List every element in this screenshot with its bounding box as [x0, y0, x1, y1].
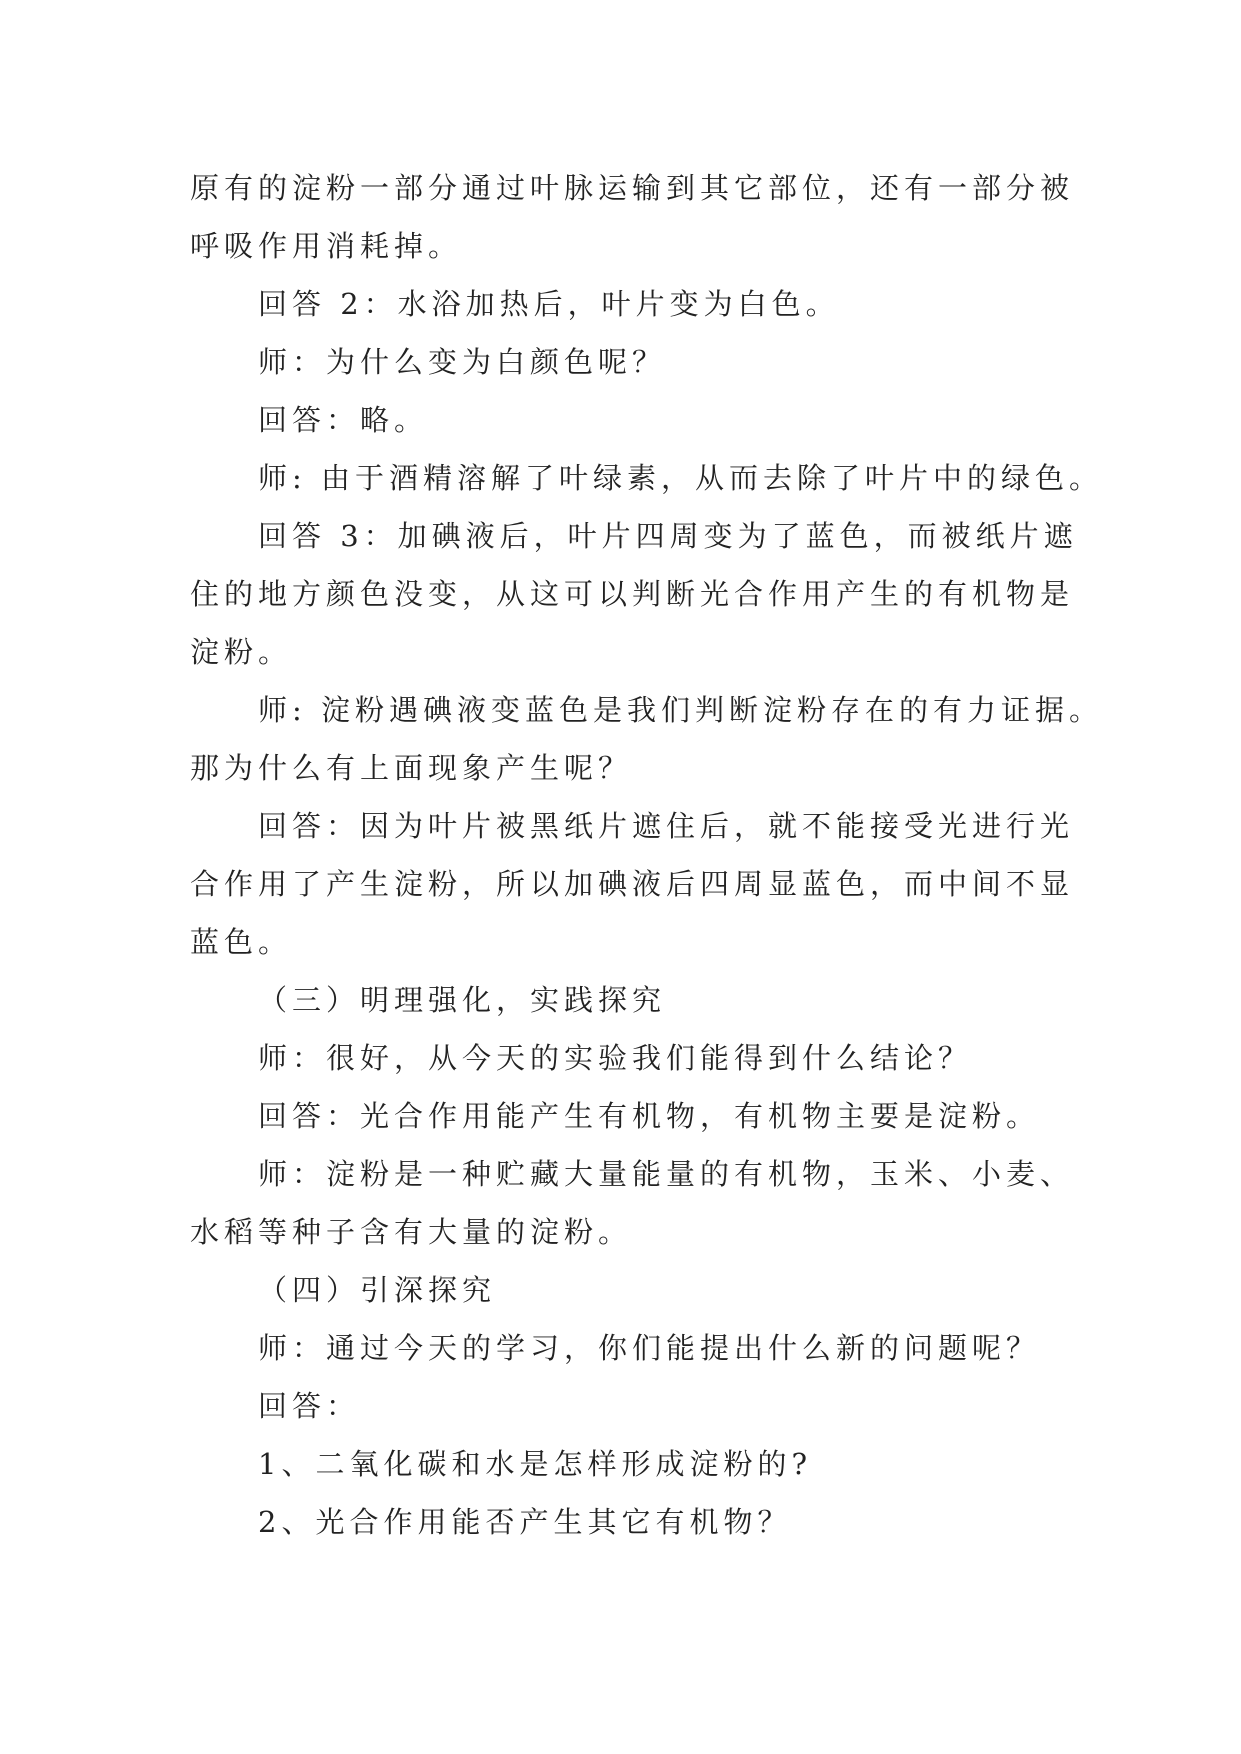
text-line: 回答 2：水浴加热后，叶片变为白色。 [258, 287, 840, 321]
text-line: 水稻等种子含有大量的淀粉。 [190, 1215, 633, 1249]
text-line: 回答：光合作用能产生有机物，有机物主要是淀粉。 [258, 1099, 1041, 1133]
text-line: 原有的淀粉一部分通过叶脉运输到其它部位，还有一部分被 [190, 171, 1075, 205]
text-line: 师：通过今天的学习，你们能提出什么新的问题呢？ [258, 1331, 1041, 1365]
text-line: 那为什么有上面现象产生呢？ [190, 751, 633, 785]
text-line: 回答： [258, 1389, 361, 1423]
text-line: 师: 由于酒精溶解了叶绿素，从而去除了叶片中的绿色。 [258, 461, 1103, 495]
text-line: 师：为什么变为白颜色呢？ [258, 345, 667, 379]
text-line: 师: 淀粉遇碘液变蓝色是我们判断淀粉存在的有力证据。 [258, 693, 1103, 727]
text-line: 淀粉。 [190, 635, 293, 669]
text-line: 合作用了产生淀粉，所以加碘液后四周显蓝色，而中间不显 [190, 867, 1075, 901]
text-line: 呼吸作用消耗掉。 [190, 229, 463, 263]
list-item: 2、光合作用能否产生其它有机物？ [258, 1505, 792, 1539]
text-line: 回答：略。 [258, 403, 429, 437]
text-line: 师：很好，从今天的实验我们能得到什么结论？ [258, 1041, 973, 1075]
section-heading-3: （三）明理强化，实践探究 [258, 983, 667, 1017]
text-line: 住的地方颜色没变，从这可以判断光合作用产生的有机物是 [190, 577, 1075, 611]
text-line: 蓝色。 [190, 925, 293, 959]
text-line: 师：淀粉是一种贮藏大量能量的有机物，玉米、小麦、 [258, 1157, 1075, 1191]
text-line: 回答 3：加碘液后，叶片四周变为了蓝色，而被纸片遮 [258, 519, 1078, 553]
list-item: 1、二氧化碳和水是怎样形成淀粉的? [258, 1447, 812, 1481]
section-heading-4: （四）引深探究 [258, 1273, 497, 1307]
text-line: 回答：因为叶片被黑纸片遮住后，就不能接受光进行光 [258, 809, 1075, 843]
